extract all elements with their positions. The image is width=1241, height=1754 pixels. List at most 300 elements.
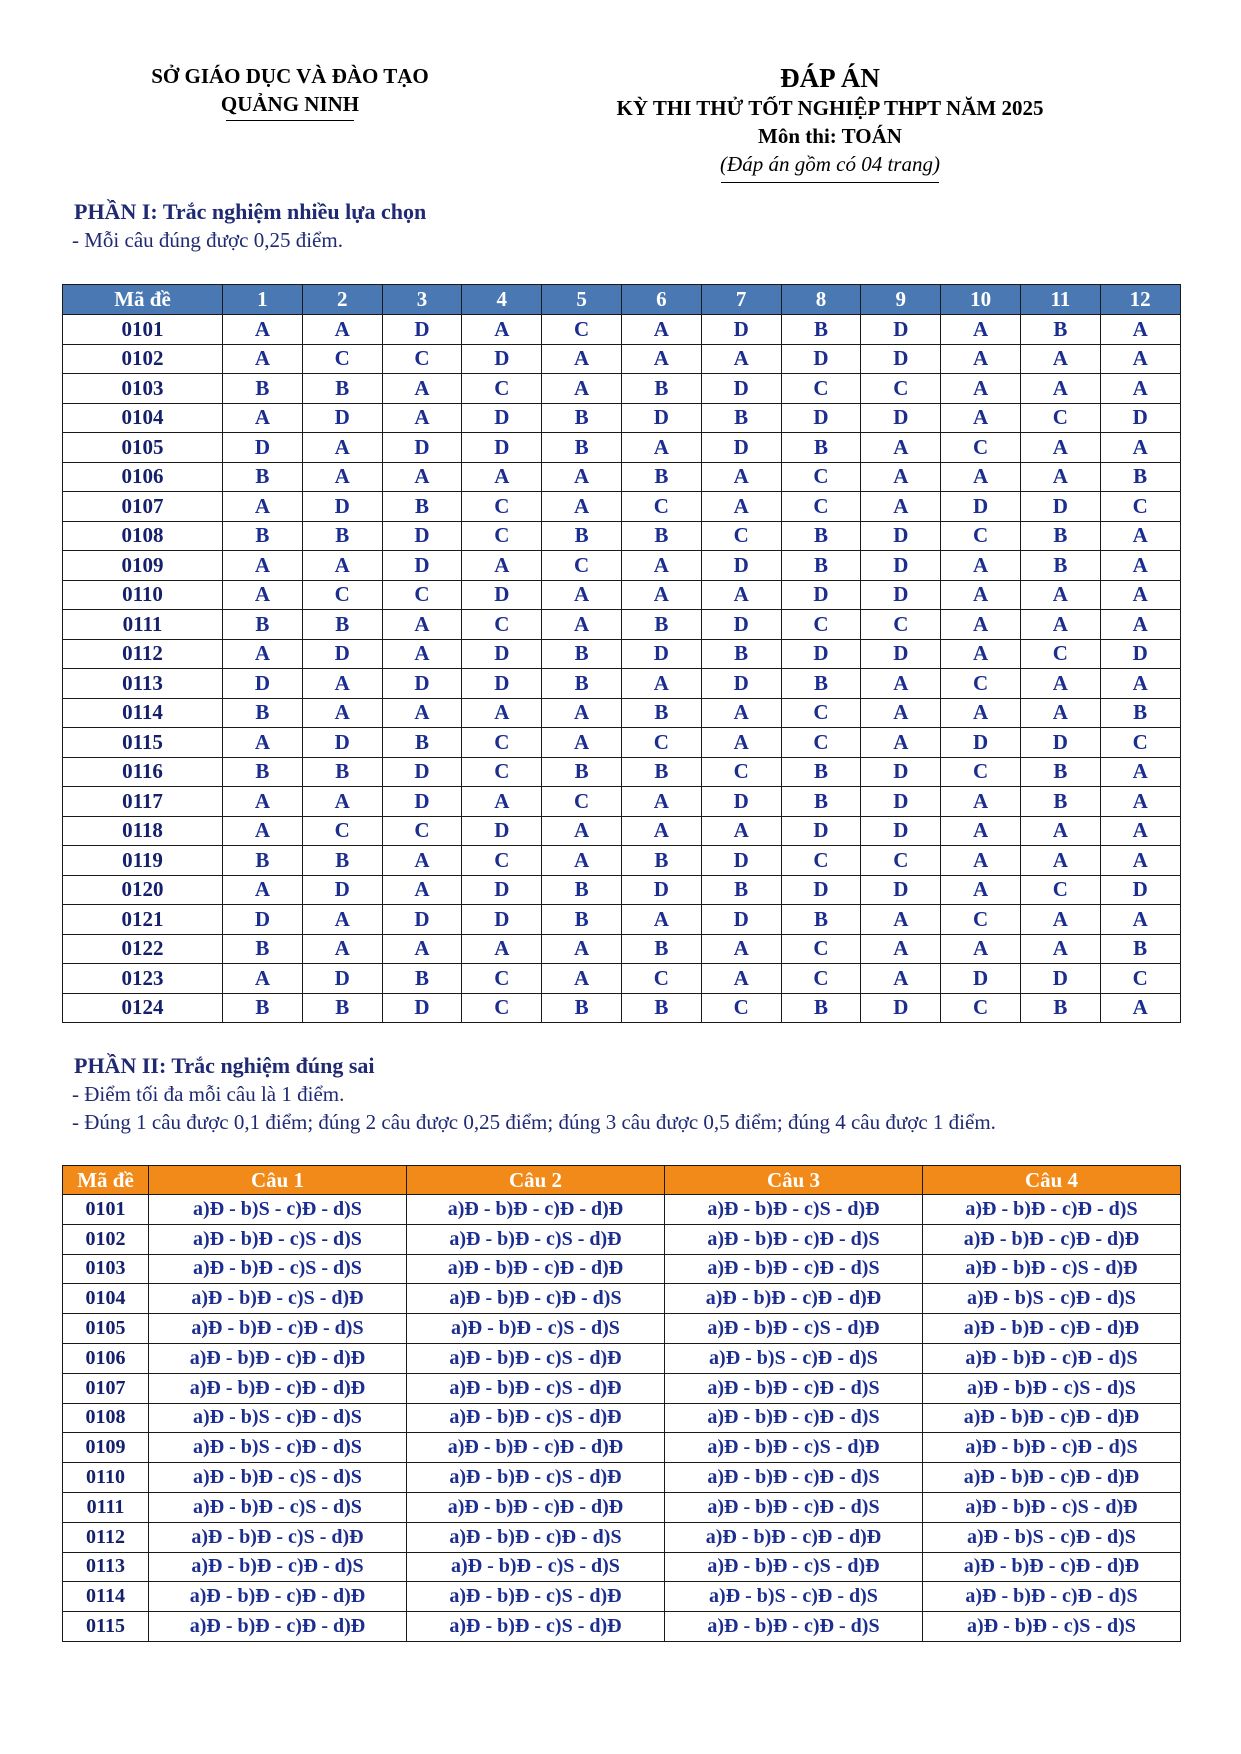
answer-cell: C bbox=[462, 846, 542, 876]
exam-code-cell: 0112 bbox=[63, 1522, 149, 1552]
table-row bbox=[63, 580, 1181, 610]
table-row bbox=[63, 816, 1181, 846]
answer-cell: D bbox=[1020, 492, 1100, 522]
answer-cell: A bbox=[382, 875, 462, 905]
answer-cell: D bbox=[382, 551, 462, 581]
table-row bbox=[63, 551, 1181, 581]
answer-cell: B bbox=[1020, 315, 1100, 345]
exam-code-cell: 0104 bbox=[63, 1284, 149, 1314]
answer-cell: A bbox=[1100, 344, 1180, 374]
answer-cell: A bbox=[701, 492, 781, 522]
t2-header-ma-de: Mã đề bbox=[63, 1166, 149, 1195]
table-row bbox=[63, 669, 1181, 699]
exam-code-cell: 0107 bbox=[63, 1373, 149, 1403]
answer-cell: C bbox=[781, 728, 861, 758]
answer-cell: a)Đ - b)Đ - c)Đ - d)Đ bbox=[407, 1433, 665, 1463]
answer-cell: B bbox=[781, 521, 861, 551]
part1-answer-table bbox=[62, 284, 1181, 1023]
part1-title: PHẦN I: Trắc nghiệm nhiều lựa chọn bbox=[74, 199, 427, 224]
exam-code-cell: 0101 bbox=[63, 315, 223, 345]
part2-header-row bbox=[63, 1166, 1181, 1195]
answer-cell: D bbox=[701, 374, 781, 404]
answer-cell: A bbox=[1100, 551, 1180, 581]
answer-cell: C bbox=[621, 492, 701, 522]
answer-cell: B bbox=[621, 462, 701, 492]
answer-cell: a)Đ - b)Đ - c)Đ - d)S bbox=[665, 1403, 923, 1433]
answer-cell: D bbox=[861, 403, 941, 433]
t1-header-cau-12: 12 bbox=[1100, 285, 1180, 315]
table-row bbox=[63, 374, 1181, 404]
answer-cell: A bbox=[701, 964, 781, 994]
answer-cell: A bbox=[1100, 993, 1180, 1023]
answer-cell: D bbox=[621, 875, 701, 905]
answer-cell: D bbox=[861, 344, 941, 374]
table-row bbox=[63, 698, 1181, 728]
answer-cell: C bbox=[462, 492, 542, 522]
answer-cell: A bbox=[621, 344, 701, 374]
answer-cell: a)Đ - b)S - c)Đ - d)S bbox=[665, 1582, 923, 1612]
answer-cell: B bbox=[542, 875, 622, 905]
answer-cell: D bbox=[382, 669, 462, 699]
part2-title: PHẦN II: Trắc nghiệm đúng sai bbox=[74, 1053, 375, 1078]
answer-cell: A bbox=[701, 816, 781, 846]
answer-cell: A bbox=[701, 344, 781, 374]
answer-cell: B bbox=[701, 875, 781, 905]
answer-cell: D bbox=[701, 551, 781, 581]
answer-cell: D bbox=[941, 964, 1021, 994]
answer-cell: a)Đ - b)Đ - c)S - d)S bbox=[407, 1552, 665, 1582]
answer-cell: C bbox=[781, 610, 861, 640]
answer-cell: A bbox=[223, 551, 303, 581]
exam-code-cell: 0110 bbox=[63, 1463, 149, 1493]
answer-cell: B bbox=[542, 639, 622, 669]
part2-note-max: - Điểm tối đa mỗi câu là 1 điểm. bbox=[72, 1082, 345, 1106]
answer-cell: C bbox=[382, 580, 462, 610]
answer-cell: a)Đ - b)Đ - c)Đ - d)Đ bbox=[923, 1224, 1181, 1254]
answer-cell: A bbox=[382, 639, 462, 669]
answer-cell: C bbox=[542, 787, 622, 817]
answer-cell: C bbox=[302, 344, 382, 374]
answer-cell: B bbox=[781, 787, 861, 817]
answer-cell: a)Đ - b)Đ - c)S - d)S bbox=[923, 1612, 1181, 1642]
exam-code-cell: 0111 bbox=[63, 610, 223, 640]
answer-cell: B bbox=[621, 374, 701, 404]
table-row bbox=[63, 462, 1181, 492]
t1-header-ma-de: Mã đề bbox=[63, 285, 223, 315]
answer-cell: C bbox=[462, 521, 542, 551]
answer-cell: B bbox=[223, 521, 303, 551]
table-row bbox=[63, 1522, 1181, 1552]
answer-cell: A bbox=[1020, 610, 1100, 640]
answer-cell: B bbox=[302, 610, 382, 640]
answer-cell: D bbox=[701, 846, 781, 876]
answer-cell: B bbox=[542, 669, 622, 699]
answer-cell: D bbox=[861, 875, 941, 905]
answer-cell: D bbox=[781, 639, 861, 669]
answer-cell: A bbox=[941, 934, 1021, 964]
exam-code-cell: 0122 bbox=[63, 934, 223, 964]
t1-header-cau-2: 2 bbox=[302, 285, 382, 315]
answer-cell: B bbox=[701, 639, 781, 669]
answer-cell: a)Đ - b)Đ - c)S - d)S bbox=[149, 1463, 407, 1493]
answer-cell: B bbox=[701, 403, 781, 433]
exam-code-cell: 0109 bbox=[63, 551, 223, 581]
t1-header-cau-6: 6 bbox=[621, 285, 701, 315]
answer-cell: D bbox=[382, 993, 462, 1023]
answer-cell: D bbox=[462, 669, 542, 699]
answer-cell: B bbox=[223, 698, 303, 728]
answer-cell: D bbox=[1100, 403, 1180, 433]
answer-cell: a)Đ - b)Đ - c)S - d)S bbox=[923, 1373, 1181, 1403]
answer-cell: D bbox=[302, 492, 382, 522]
answer-cell: A bbox=[1020, 580, 1100, 610]
answer-cell: B bbox=[621, 610, 701, 640]
exam-code-cell: 0106 bbox=[63, 462, 223, 492]
answer-cell: A bbox=[941, 846, 1021, 876]
answer-cell: D bbox=[861, 315, 941, 345]
answer-cell: B bbox=[542, 521, 622, 551]
answer-cell: A bbox=[1100, 846, 1180, 876]
answer-cell: C bbox=[302, 580, 382, 610]
answer-cell: B bbox=[1020, 993, 1100, 1023]
answer-cell: A bbox=[302, 698, 382, 728]
answer-cell: a)Đ - b)Đ - c)Đ - d)S bbox=[407, 1284, 665, 1314]
answer-cell: B bbox=[781, 551, 861, 581]
answer-cell: D bbox=[382, 787, 462, 817]
table-row bbox=[63, 905, 1181, 935]
exam-code-cell: 0113 bbox=[63, 1552, 149, 1582]
answer-cell: B bbox=[621, 757, 701, 787]
answer-cell: a)Đ - b)Đ - c)S - d)S bbox=[149, 1254, 407, 1284]
exam-code-cell: 0103 bbox=[63, 374, 223, 404]
answer-cell: C bbox=[1100, 964, 1180, 994]
answer-cell: D bbox=[861, 816, 941, 846]
answer-cell: A bbox=[542, 580, 622, 610]
answer-cell: A bbox=[861, 669, 941, 699]
exam-code-cell: 0115 bbox=[63, 728, 223, 758]
answer-cell: A bbox=[382, 610, 462, 640]
answer-cell: a)Đ - b)Đ - c)Đ - d)S bbox=[665, 1254, 923, 1284]
answer-cell: A bbox=[223, 728, 303, 758]
answer-cell: A bbox=[621, 669, 701, 699]
answer-cell: a)Đ - b)Đ - c)S - d)Đ bbox=[923, 1254, 1181, 1284]
exam-code-cell: 0108 bbox=[63, 1403, 149, 1433]
table-row bbox=[63, 521, 1181, 551]
t2-header-cau-1: Câu 1 bbox=[149, 1166, 407, 1195]
answer-cell: A bbox=[701, 462, 781, 492]
answer-cell: A bbox=[462, 462, 542, 492]
exam-code-cell: 0121 bbox=[63, 905, 223, 935]
document-heading bbox=[560, 62, 1100, 183]
answer-cell: D bbox=[941, 728, 1021, 758]
answer-cell: a)Đ - b)Đ - c)Đ - d)Đ bbox=[149, 1612, 407, 1642]
answer-cell: A bbox=[462, 787, 542, 817]
answer-cell: a)Đ - b)Đ - c)Đ - d)Đ bbox=[407, 1195, 665, 1225]
answer-cell: a)Đ - b)Đ - c)S - d)Đ bbox=[407, 1224, 665, 1254]
answer-cell: A bbox=[462, 315, 542, 345]
answer-cell: a)Đ - b)Đ - c)Đ - d)Đ bbox=[149, 1343, 407, 1373]
answer-cell: B bbox=[1020, 787, 1100, 817]
exam-code-cell: 0119 bbox=[63, 846, 223, 876]
answer-cell: C bbox=[941, 993, 1021, 1023]
table-row bbox=[63, 1314, 1181, 1344]
answer-cell: D bbox=[302, 403, 382, 433]
answer-cell: A bbox=[223, 315, 303, 345]
answer-cell: D bbox=[701, 610, 781, 640]
exam-code-cell: 0120 bbox=[63, 875, 223, 905]
t2-header-cau-4: Câu 4 bbox=[923, 1166, 1181, 1195]
answer-cell: A bbox=[382, 698, 462, 728]
answer-cell: A bbox=[542, 816, 622, 846]
answer-cell: A bbox=[621, 315, 701, 345]
answer-cell: C bbox=[781, 462, 861, 492]
table-row bbox=[63, 1373, 1181, 1403]
answer-cell: A bbox=[941, 403, 1021, 433]
answer-cell: D bbox=[223, 905, 303, 935]
exam-code-cell: 0116 bbox=[63, 757, 223, 787]
exam-code-cell: 0123 bbox=[63, 964, 223, 994]
answer-cell: a)Đ - b)Đ - c)S - d)Đ bbox=[149, 1522, 407, 1552]
answer-cell: a)Đ - b)Đ - c)S - d)Đ bbox=[665, 1314, 923, 1344]
answer-cell: a)Đ - b)Đ - c)S - d)Đ bbox=[923, 1492, 1181, 1522]
answer-cell: C bbox=[1020, 403, 1100, 433]
answer-cell: A bbox=[1100, 669, 1180, 699]
answer-cell: C bbox=[861, 846, 941, 876]
answer-cell: B bbox=[302, 757, 382, 787]
answer-cell: B bbox=[781, 993, 861, 1023]
answer-cell: a)Đ - b)Đ - c)S - d)Đ bbox=[407, 1373, 665, 1403]
answer-cell: D bbox=[781, 875, 861, 905]
answer-cell: B bbox=[781, 905, 861, 935]
answer-cell: C bbox=[701, 521, 781, 551]
answer-cell: C bbox=[781, 698, 861, 728]
answer-cell: C bbox=[941, 669, 1021, 699]
t1-header-cau-8: 8 bbox=[781, 285, 861, 315]
exam-code-cell: 0105 bbox=[63, 433, 223, 463]
answer-cell: D bbox=[382, 315, 462, 345]
answer-cell: D bbox=[701, 669, 781, 699]
exam-code-cell: 0107 bbox=[63, 492, 223, 522]
exam-code-cell: 0102 bbox=[63, 344, 223, 374]
answer-cell: A bbox=[542, 964, 622, 994]
answer-cell: A bbox=[1100, 433, 1180, 463]
answer-cell: A bbox=[542, 374, 622, 404]
table-row bbox=[63, 846, 1181, 876]
answer-cell: D bbox=[701, 787, 781, 817]
answer-cell: D bbox=[223, 669, 303, 699]
answer-cell: A bbox=[861, 492, 941, 522]
answer-cell: A bbox=[542, 728, 622, 758]
answer-cell: C bbox=[621, 964, 701, 994]
issuer-underline bbox=[226, 120, 354, 121]
table-row bbox=[63, 1612, 1181, 1642]
answer-cell: D bbox=[621, 403, 701, 433]
exam-code-cell: 0114 bbox=[63, 1582, 149, 1612]
answer-cell: A bbox=[302, 787, 382, 817]
answer-cell: A bbox=[302, 905, 382, 935]
answer-cell: A bbox=[302, 669, 382, 699]
answer-cell: a)Đ - b)Đ - c)S - d)Đ bbox=[407, 1343, 665, 1373]
answer-cell: A bbox=[941, 315, 1021, 345]
answer-cell: a)Đ - b)S - c)Đ - d)S bbox=[149, 1433, 407, 1463]
answer-cell: A bbox=[1100, 816, 1180, 846]
answer-cell: C bbox=[1020, 875, 1100, 905]
answer-cell: A bbox=[1100, 905, 1180, 935]
answer-cell: C bbox=[701, 993, 781, 1023]
answer-cell: A bbox=[542, 344, 622, 374]
t1-header-cau-9: 9 bbox=[861, 285, 941, 315]
answer-cell: a)Đ - b)Đ - c)Đ - d)Đ bbox=[665, 1284, 923, 1314]
table-row bbox=[63, 1582, 1181, 1612]
answer-cell: B bbox=[302, 993, 382, 1023]
answer-cell: C bbox=[781, 964, 861, 994]
answer-cell: B bbox=[621, 521, 701, 551]
answer-cell: D bbox=[302, 639, 382, 669]
exam-code-cell: 0111 bbox=[63, 1492, 149, 1522]
answer-cell: B bbox=[223, 757, 303, 787]
answer-cell: A bbox=[701, 580, 781, 610]
answer-cell: C bbox=[462, 993, 542, 1023]
answer-cell: A bbox=[941, 580, 1021, 610]
answer-cell: B bbox=[382, 492, 462, 522]
answer-cell: C bbox=[781, 846, 861, 876]
answer-cell: A bbox=[542, 846, 622, 876]
table-row bbox=[63, 315, 1181, 345]
exam-code-cell: 0112 bbox=[63, 639, 223, 669]
exam-code-cell: 0103 bbox=[63, 1254, 149, 1284]
answer-cell: B bbox=[223, 934, 303, 964]
answer-cell: C bbox=[621, 728, 701, 758]
table-row bbox=[63, 964, 1181, 994]
answer-cell: A bbox=[223, 403, 303, 433]
answer-cell: D bbox=[701, 433, 781, 463]
answer-cell: a)Đ - b)Đ - c)Đ - d)Đ bbox=[149, 1582, 407, 1612]
answer-cell: a)Đ - b)Đ - c)S - d)Đ bbox=[407, 1612, 665, 1642]
answer-cell: a)Đ - b)Đ - c)S - d)Đ bbox=[665, 1433, 923, 1463]
answer-cell: A bbox=[941, 610, 1021, 640]
answer-cell: B bbox=[1100, 462, 1180, 492]
answer-cell: a)Đ - b)Đ - c)Đ - d)S bbox=[923, 1582, 1181, 1612]
answer-cell: A bbox=[223, 787, 303, 817]
answer-cell: A bbox=[223, 816, 303, 846]
answer-cell: D bbox=[861, 521, 941, 551]
answer-cell: C bbox=[941, 433, 1021, 463]
exam-code-cell: 0105 bbox=[63, 1314, 149, 1344]
exam-name: KỲ THI THỬ TỐT NGHIỆP THPT NĂM 2025 bbox=[616, 96, 1044, 120]
table-row bbox=[63, 1463, 1181, 1493]
answer-cell: C bbox=[701, 757, 781, 787]
table-row bbox=[63, 787, 1181, 817]
answer-cell: B bbox=[621, 698, 701, 728]
answer-cell: a)Đ - b)Đ - c)Đ - d)S bbox=[665, 1492, 923, 1522]
answer-cell: D bbox=[462, 905, 542, 935]
answer-cell: A bbox=[861, 934, 941, 964]
table-row bbox=[63, 1403, 1181, 1433]
t1-header-cau-1: 1 bbox=[223, 285, 303, 315]
answer-cell: A bbox=[941, 816, 1021, 846]
exam-code-cell: 0102 bbox=[63, 1224, 149, 1254]
answer-cell: A bbox=[302, 551, 382, 581]
answer-cell: D bbox=[382, 433, 462, 463]
answer-cell: B bbox=[382, 728, 462, 758]
exam-code-cell: 0109 bbox=[63, 1433, 149, 1463]
answer-cell: A bbox=[941, 875, 1021, 905]
exam-code-cell: 0108 bbox=[63, 521, 223, 551]
answer-cell: A bbox=[223, 964, 303, 994]
answer-cell: B bbox=[223, 462, 303, 492]
answer-cell: D bbox=[701, 905, 781, 935]
answer-cell: C bbox=[781, 492, 861, 522]
part2-note-scoring: - Đúng 1 câu được 0,1 điểm; đúng 2 câu được 0,25 điểm; đúng 3 câu được 0,5 điểm; đúng 4 câu được 1 điểm. bbox=[72, 1110, 996, 1134]
answer-cell: D bbox=[462, 344, 542, 374]
answer-cell: A bbox=[462, 934, 542, 964]
t1-header-cau-7: 7 bbox=[701, 285, 781, 315]
answer-cell: D bbox=[861, 993, 941, 1023]
answer-cell: a)Đ - b)S - c)Đ - d)S bbox=[923, 1522, 1181, 1552]
answer-cell: a)Đ - b)Đ - c)Đ - d)S bbox=[923, 1343, 1181, 1373]
table-row bbox=[63, 433, 1181, 463]
answer-cell: A bbox=[621, 787, 701, 817]
answer-cell: a)Đ - b)Đ - c)Đ - d)Đ bbox=[407, 1492, 665, 1522]
answer-cell: A bbox=[621, 816, 701, 846]
exam-code-cell: 0115 bbox=[63, 1612, 149, 1642]
answer-cell: D bbox=[462, 875, 542, 905]
answer-cell: B bbox=[542, 993, 622, 1023]
answer-cell: A bbox=[1020, 374, 1100, 404]
answer-cell: A bbox=[462, 551, 542, 581]
t1-header-cau-4: 4 bbox=[462, 285, 542, 315]
answer-cell: A bbox=[382, 934, 462, 964]
exam-code-cell: 0110 bbox=[63, 580, 223, 610]
answer-cell: D bbox=[462, 433, 542, 463]
answer-cell: D bbox=[781, 580, 861, 610]
answer-cell: A bbox=[861, 964, 941, 994]
answer-cell: A bbox=[861, 698, 941, 728]
answer-cell: D bbox=[1020, 728, 1100, 758]
answer-cell: A bbox=[223, 580, 303, 610]
answer-cell: A bbox=[1100, 610, 1180, 640]
answer-cell: B bbox=[781, 669, 861, 699]
answer-cell: B bbox=[382, 964, 462, 994]
issuer-department: SỞ GIÁO DỤC VÀ ĐÀO TẠO bbox=[151, 64, 429, 88]
table-row bbox=[63, 757, 1181, 787]
answer-cell: A bbox=[1100, 521, 1180, 551]
answer-cell: A bbox=[1020, 698, 1100, 728]
answer-cell: C bbox=[382, 816, 462, 846]
answer-cell: A bbox=[941, 344, 1021, 374]
table-row bbox=[63, 934, 1181, 964]
issuer-province: QUẢNG NINH bbox=[220, 92, 360, 116]
answer-cell: A bbox=[1020, 846, 1100, 876]
answer-cell: D bbox=[861, 787, 941, 817]
answer-cell: A bbox=[1020, 934, 1100, 964]
answer-cell: A bbox=[542, 610, 622, 640]
answer-cell: C bbox=[462, 374, 542, 404]
answer-cell: a)Đ - b)Đ - c)Đ - d)Đ bbox=[923, 1552, 1181, 1582]
exam-code-cell: 0118 bbox=[63, 816, 223, 846]
answer-cell: A bbox=[621, 580, 701, 610]
answer-cell: A bbox=[382, 846, 462, 876]
answer-cell: C bbox=[462, 610, 542, 640]
table-row bbox=[63, 403, 1181, 433]
answer-cell: A bbox=[621, 551, 701, 581]
answer-cell: C bbox=[1100, 728, 1180, 758]
answer-cell: C bbox=[542, 551, 622, 581]
answer-cell: a)Đ - b)Đ - c)Đ - d)S bbox=[665, 1463, 923, 1493]
exam-code-cell: 0101 bbox=[63, 1195, 149, 1225]
answer-cell: A bbox=[861, 728, 941, 758]
answer-cell: D bbox=[223, 433, 303, 463]
